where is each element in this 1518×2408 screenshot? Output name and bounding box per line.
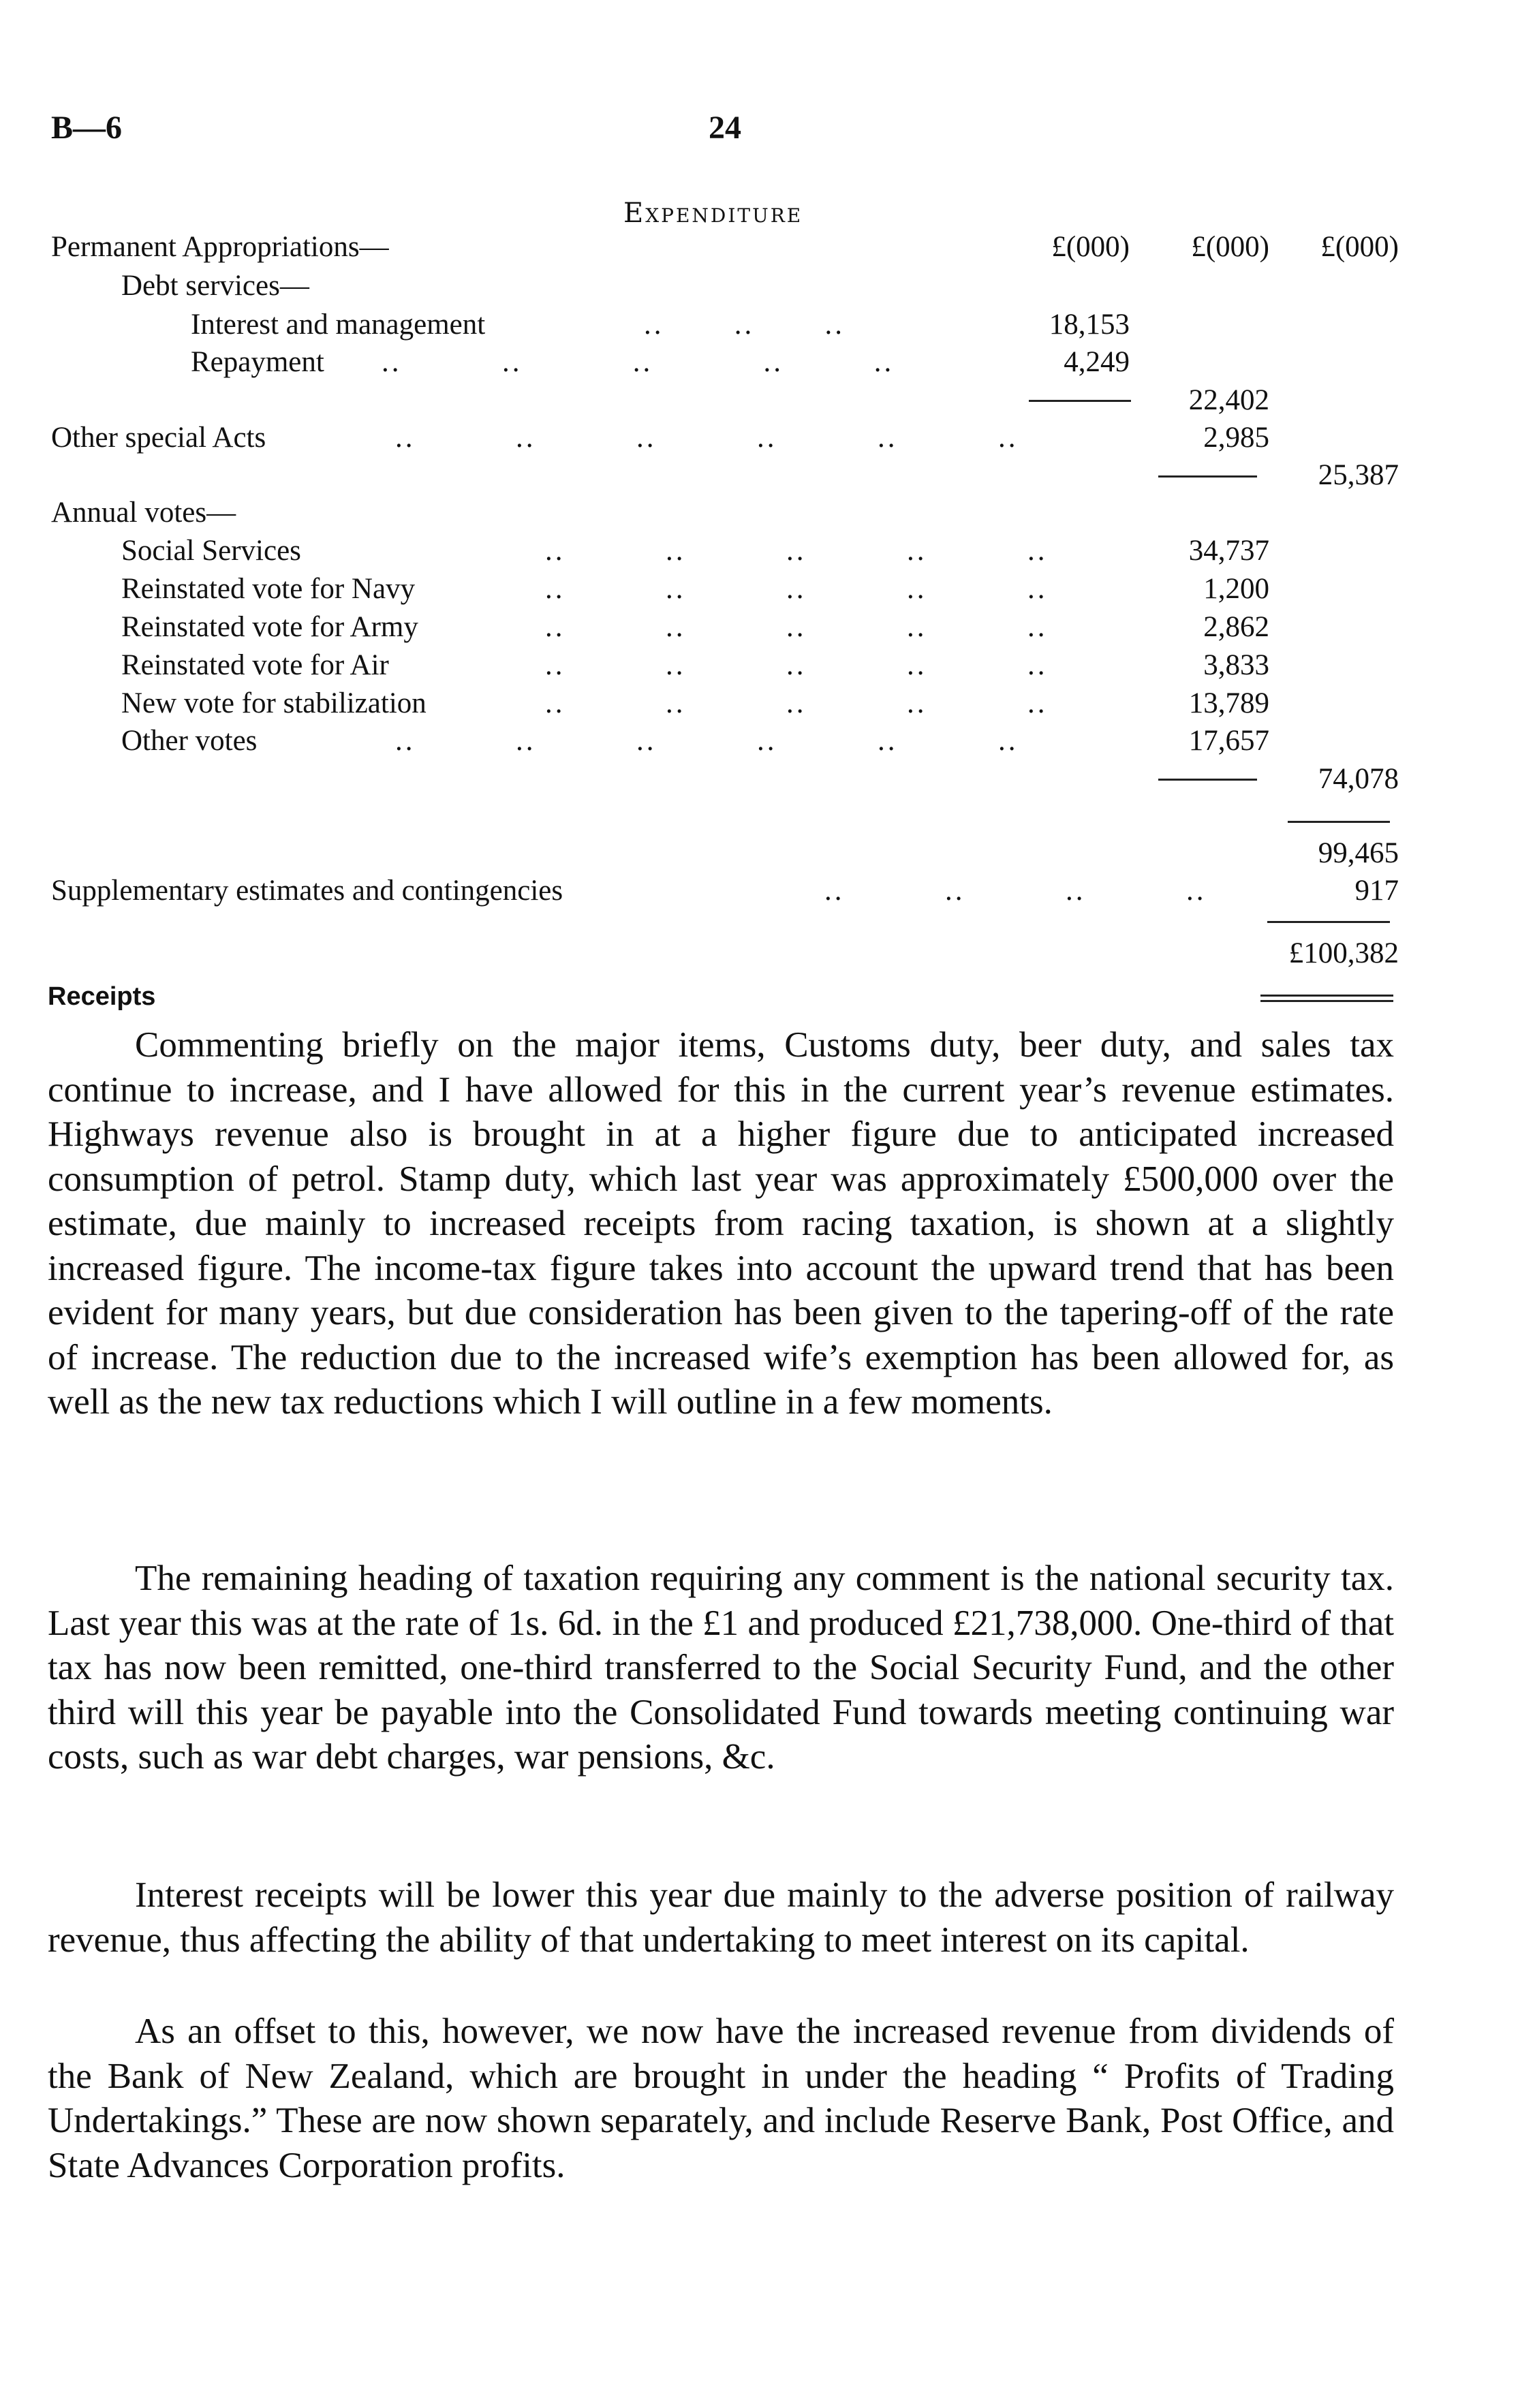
permanent-appropriations-label: Permanent Appropriations— [51,231,389,263]
dot-leader: .. .. .. .. .. [382,346,895,378]
vote-label: Other votes [121,725,258,757]
paragraph: Commenting briefly on the major items, Customs duty, beer duty, and sales tax continue to increase, and I have allowed for this in the current year’s revenue estimates. Highways revenue also is brought in at a higher figure due to anticipated increased consumption of petrol. Stamp duty, which last year was approximately £500,000 over the estimate, due mainly to increased receipts from racing taxation, is shown at a slightly increased figure. The income-tax figure takes into account the upward trend that has been evident for many years, but due consideration has been given to the tapering-off of the rate of increase. The reduction due to the increased wife’s exemption has been allowed for, as well as the new tax reductions which I will outline in a few moments. [48,1025,1394,1422]
vote-label: Social Services [121,535,301,567]
debt-total: 22,402 [1188,384,1269,416]
debt-services-label: Debt services— [121,270,309,302]
dot-leader: .. .. .. .. .. .. [395,422,1019,454]
dot-leader: .. .. .. .. .. [545,573,1048,605]
interest-value: 18,153 [1049,309,1130,341]
vote-value: 13,789 [1188,687,1269,719]
annual-votes-label: Annual votes— [51,497,236,529]
page-number: 24 [709,110,741,146]
dot-leader: .. .. .. .. [824,875,1207,907]
annual-total: 74,078 [1318,763,1399,795]
vote-label: Reinstated vote for Army [121,611,418,643]
column-header-2: £(000) [1191,231,1269,263]
double-rule-bottom [1260,1000,1393,1002]
supplementary-value: 917 [1354,875,1399,907]
other-special-acts-label: Other special Acts [51,422,266,454]
rule-grand-total [1267,921,1390,923]
column-header-3: £(000) [1320,231,1399,263]
document-code: B—6 [51,110,123,146]
paragraph: As an offset to this, however, we now have the increased revenue from dividends of the Bank of New Zealand, which are brought in under the heading “ Profits of Trading Undertakings.” These are now shown separately, and include Reserve Bank, Post Office, and State Advances Corporation profits. [48,2012,1394,2185]
rule-permanent-subtotal [1158,475,1257,478]
dot-leader: .. .. .. .. .. [545,687,1048,719]
dot-leader: .. .. .. .. .. .. [395,725,1019,757]
permanent-total: 25,387 [1318,459,1399,491]
rule-annual-subtotal [1158,779,1257,781]
interest-label: Interest and management [191,309,486,341]
subtotal: 99,465 [1318,837,1399,869]
rule-subtotal [1288,821,1390,823]
supplementary-label: Supplementary estimates and contingencies [51,875,563,907]
vote-value: 3,833 [1203,649,1269,681]
vote-value: 1,200 [1203,573,1269,605]
grand-total: £100,382 [1288,937,1399,969]
repayment-label: Repayment [191,346,324,378]
dot-leader: .. .. .. .. .. [545,649,1048,681]
column-header-1: £(000) [1051,231,1130,263]
vote-value: 2,862 [1203,611,1269,643]
paragraph: Interest receipts will be lower this year due mainly to the adverse position of railway revenue, thus affecting the ability of that undertaking to meet interest on its capital. [48,1875,1394,1960]
expenditure-heading: Expenditure [623,198,803,229]
vote-value: 34,737 [1188,535,1269,567]
repayment-value: 4,249 [1064,346,1130,378]
dot-leader: .. .. .. .. .. [545,611,1048,643]
rule-debt-subtotal [1029,400,1131,402]
vote-value: 17,657 [1188,725,1269,757]
vote-label: Reinstated vote for Navy [121,573,416,605]
receipts-heading: Receipts [48,982,156,1011]
vote-label: Reinstated vote for Air [121,649,389,681]
paragraph: The remaining heading of taxation requiring any comment is the national security tax. Last year this was at the rate of 1s. 6d. in the £1 and produced £21,738,000. One-third of that tax has now been remitted, one-third transferred to the Social Security Fund, and the other third will this year be payable into the Consolidated Fund towards meeting continuing war costs, such as war debt charges, war pensions, &c. [48,1559,1394,1777]
dot-leader: .. .. .. .. .. [545,535,1048,567]
vote-label: New vote for stabilization [121,687,427,719]
other-special-acts-value: 2,985 [1203,422,1269,454]
double-rule-top [1260,995,1393,997]
dot-leader: .. .. .. [644,309,845,341]
